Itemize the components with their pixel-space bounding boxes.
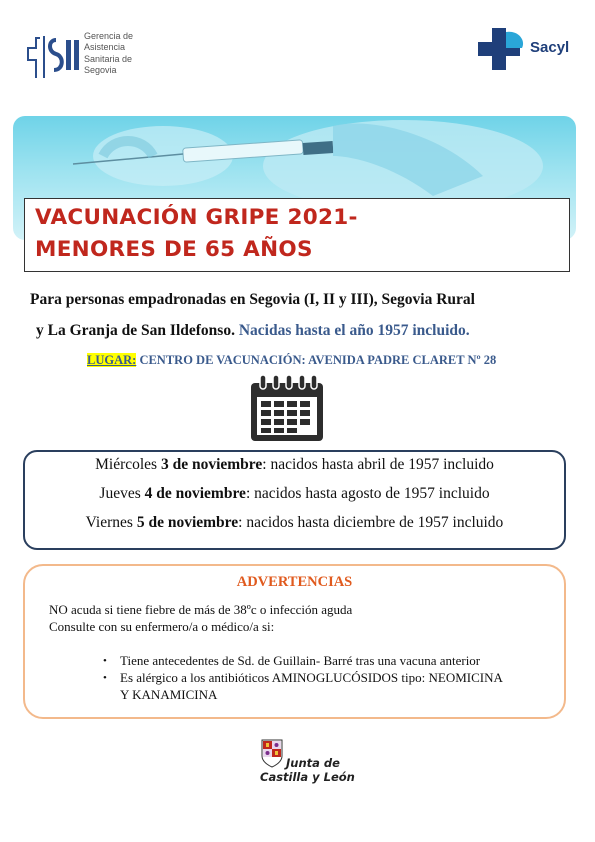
date-detail: : nacidos hasta abril de 1957 incluido (262, 456, 494, 473)
date-value: 5 de noviembre (136, 514, 239, 531)
date-detail: : nacidos hasta diciembre de 1957 incluido (238, 514, 504, 531)
page-title-line2: MENORES DE 65 AÑOS (35, 237, 313, 262)
date-line (25, 485, 564, 503)
intro-line2-part2: Nacidas hasta el año 1957 incluido. (238, 322, 470, 339)
junta-castilla-leon-logo (260, 738, 355, 788)
intro-line1: Para personas empadronadas en Segovia (I, II y III), Segovia Rural (30, 291, 475, 308)
sacyl-logo-text: Sacyl (530, 39, 570, 56)
bullet-icon: • (103, 655, 107, 667)
intro-line2-part1: y La Granja de San Ildefonso. (36, 322, 235, 339)
warning-bullet: Tiene antecedentes de Sd. de Guillain- Barré tras una vacuna anterior (120, 653, 481, 668)
gerencia-logo-text: Gerencia de Asistencia Sanitaria de Segovia (84, 31, 134, 75)
warning-bullet: Es alérgico a los antibióticos AMINOGLUCÓSIDOS tipo: NEOMICINA (120, 670, 503, 685)
date-detail: : nacidos hasta agosto de 1957 incluido (245, 485, 490, 502)
warnings-title: ADVERTENCIAS (236, 574, 353, 590)
coat-of-arms-icon (260, 738, 284, 768)
sacyl-cross-icon (478, 28, 530, 70)
warning-bullet-continuation: Y KANAMICINA (120, 687, 218, 702)
date-day: Miércoles (95, 456, 161, 473)
junta-text-line1: Junta de (286, 756, 340, 770)
sacyl-logo (478, 28, 570, 70)
warning-line1: NO acuda si tiene fiebre de más de 38ºc o infección aguda (49, 602, 353, 617)
warning-line2: Consulte con su enfermero/a o médico/a si: (49, 619, 275, 634)
calendar-icon (249, 373, 325, 443)
date-value: 3 de noviembre (160, 456, 263, 473)
lugar-line (87, 353, 496, 368)
gerencia-logo (26, 30, 156, 82)
date-line (25, 456, 564, 474)
lugar-value: CENTRO DE VACUNACIÓN: AVENIDA PADRE CLARET Nº 28 (136, 353, 497, 367)
junta-text-line2: Castilla y León (260, 770, 355, 784)
date-day: Viernes (85, 514, 137, 531)
date-day: Jueves (99, 485, 145, 502)
title-box (24, 198, 570, 272)
page-title-line1: VACUNACIÓN GRIPE 2021- (35, 205, 358, 230)
vaccination-dates-box (23, 450, 566, 550)
lugar-label: LUGAR: (87, 353, 137, 367)
warnings-box (23, 564, 566, 719)
date-line (25, 514, 564, 532)
date-value: 4 de noviembre (144, 485, 246, 502)
intro-line2 (36, 322, 470, 340)
gerencia-emblem-icon (26, 30, 82, 82)
bullet-icon: • (103, 672, 107, 684)
